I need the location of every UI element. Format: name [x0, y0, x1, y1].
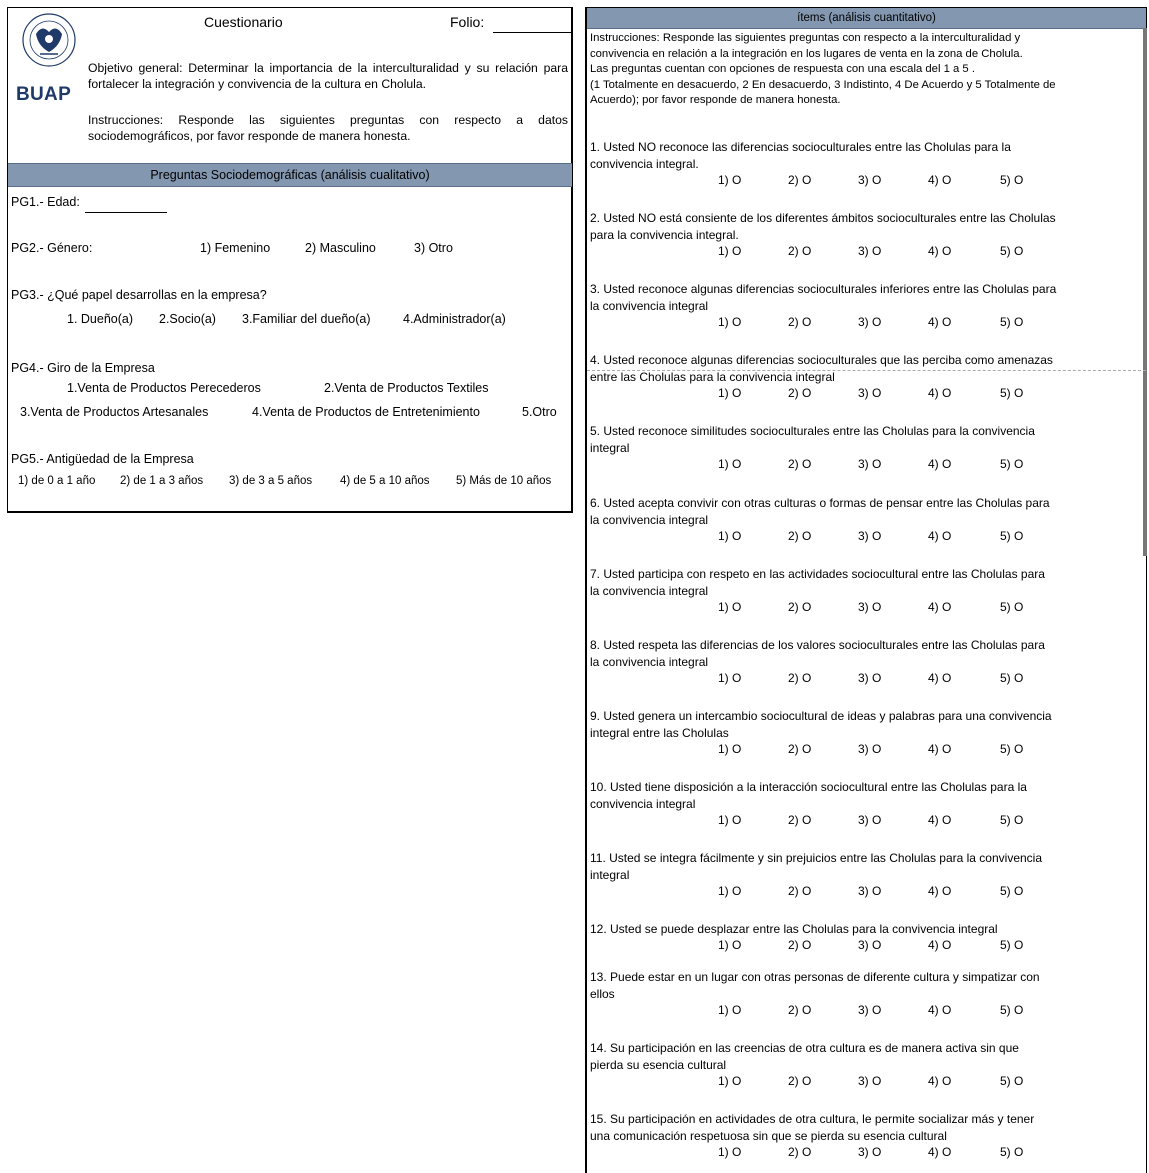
antiquity-option[interactable]: 1) de 0 a 1 año: [18, 475, 96, 487]
likert-options: [590, 813, 1140, 829]
items-header: ítems (análisis cuantitativo): [587, 8, 1146, 29]
likert-options: [590, 1145, 1140, 1161]
likert-options: [590, 600, 1140, 616]
question-text: 2. Usted NO está consiente de los diferentes ámbitos socioculturales entre las Cholulas: [590, 211, 1056, 225]
question-item: [590, 139, 1140, 189]
sociodemographic-panel: [7, 7, 573, 513]
likert-option-4[interactable]: 4) O: [928, 1003, 952, 1017]
question-item: [590, 708, 1140, 758]
likert-options: [590, 1074, 1140, 1090]
form-title: Cuestionario: [204, 14, 283, 30]
likert-option-1[interactable]: 1) O: [718, 1003, 742, 1017]
question-text: convivencia integral.: [590, 157, 699, 171]
section-header: Preguntas Sociodemográficas (análisis cualitativo): [8, 163, 572, 187]
likert-options: [590, 529, 1140, 545]
likert-option-3[interactable]: 3) O: [858, 315, 882, 329]
likert-option-2[interactable]: 2) O: [788, 529, 812, 543]
likert-option-2[interactable]: 2) O: [788, 884, 812, 898]
antiquity-option[interactable]: 4) de 5 a 10 años: [340, 475, 430, 487]
likert-option-1[interactable]: 1) O: [718, 671, 742, 685]
buap-logo-text: BUAP: [16, 84, 72, 105]
likert-option-5[interactable]: 5) O: [1000, 386, 1024, 400]
likert-option-5[interactable]: 5) O: [1000, 742, 1024, 756]
likert-option-1[interactable]: 1) O: [718, 742, 742, 756]
likert-options: [590, 1003, 1140, 1019]
likert-options: [590, 315, 1140, 331]
likert-option-5[interactable]: 5) O: [1000, 938, 1024, 952]
question-text: 4. Usted reconoce algunas diferencias socioculturales que las perciba como amenazas: [590, 353, 1053, 367]
likert-option-3[interactable]: 3) O: [858, 938, 882, 952]
likert-option-5[interactable]: 5) O: [1000, 884, 1024, 898]
gender-option[interactable]: 1) Femenino: [200, 241, 271, 255]
question-text: integral: [590, 441, 630, 455]
likert-option-2[interactable]: 2) O: [788, 600, 812, 614]
likert-option-4[interactable]: 4) O: [928, 884, 952, 898]
question-text: 10. Usted tiene disposición a la interacción sociocultural entre las Cholulas para la: [590, 780, 1027, 794]
likert-option-4[interactable]: 4) O: [928, 813, 952, 827]
question-text: 6. Usted acepta convivir con otras culturas o formas de pensar entre las Cholulas para: [590, 496, 1050, 510]
antiquity-option[interactable]: 3) de 3 a 5 años: [229, 475, 313, 487]
likert-option-3[interactable]: 3) O: [858, 671, 882, 685]
question-text: 11. Usted se integra fácilmente y sin prejuicios entre las Cholulas para la convivencia: [590, 851, 1043, 865]
question-text: 13. Puede estar en un lugar con otras personas de diferente cultura y simpatizar con: [590, 970, 1040, 984]
question-text: 7. Usted participa con respeto en las actividades sociocultural entre las Cholulas para: [590, 567, 1045, 581]
business-type-option[interactable]: 4.Venta de Productos de Entretenimiento: [252, 405, 480, 419]
age-field[interactable]: [85, 212, 167, 213]
likert-option-4[interactable]: 4) O: [928, 938, 952, 952]
likert-option-1[interactable]: 1) O: [718, 529, 742, 543]
question-text: 1. Usted NO reconoce las diferencias socioculturales entre las Cholulas para la: [590, 140, 1011, 154]
likert-options: [590, 884, 1140, 900]
likert-option-1[interactable]: 1) O: [718, 884, 742, 898]
likert-option-4[interactable]: 4) O: [928, 173, 952, 187]
likert-option-5[interactable]: 5) O: [1000, 600, 1024, 614]
likert-option-1[interactable]: 1) O: [718, 600, 742, 614]
gender-option[interactable]: 3) Otro: [414, 241, 453, 255]
pg2-label: PG2.- Género:: [11, 241, 93, 255]
gender-option[interactable]: 2) Masculino: [305, 241, 376, 255]
question-text: para la convivencia integral.: [590, 228, 739, 242]
likert-option-4[interactable]: 4) O: [928, 1074, 952, 1088]
likert-option-4[interactable]: 4) O: [928, 244, 952, 258]
likert-option-5[interactable]: 5) O: [1000, 173, 1024, 187]
likert-option-4[interactable]: 4) O: [928, 1145, 952, 1159]
likert-option-5[interactable]: 5) O: [1000, 529, 1024, 543]
objective-text: Objetivo general: Determinar la importancia de la interculturalidad y su relación para fortalecer la integración y convivencia de la cultura en Cholula.: [88, 61, 568, 91]
likert-options: [590, 938, 1140, 954]
question-item: [590, 1111, 1140, 1161]
likert-option-3[interactable]: 3) O: [858, 813, 882, 827]
likert-options: [590, 244, 1140, 260]
likert-option-1[interactable]: 1) O: [718, 315, 742, 329]
scrollbar[interactable]: [1143, 28, 1147, 556]
likert-option-2[interactable]: 2) O: [788, 938, 812, 952]
likert-option-5[interactable]: 5) O: [1000, 1003, 1024, 1017]
likert-options: [590, 457, 1140, 473]
likert-options: [590, 742, 1140, 758]
question-item: [590, 566, 1140, 616]
question-item: [590, 1040, 1140, 1090]
pg5-label: PG5.- Antigüedad de la Empresa: [11, 452, 194, 466]
likert-option-4[interactable]: 4) O: [928, 529, 952, 543]
question-text: integral entre las Cholulas: [590, 726, 729, 740]
folio-field[interactable]: [493, 32, 573, 33]
likert-option-4[interactable]: 4) O: [928, 671, 952, 685]
question-text: la convivencia integral: [590, 299, 709, 313]
likert-option-5[interactable]: 5) O: [1000, 813, 1024, 827]
quantitative-items-panel: [585, 7, 1147, 1173]
question-item: [590, 352, 1140, 402]
question-text: 8. Usted respeta las diferencias de los valores socioculturales entre las Cholulas para: [590, 638, 1045, 652]
instructions-text: Instrucciones: Responde las siguientes preguntas con respecto a datos sociodemográficos, por favor responde de manera honesta.: [88, 113, 568, 143]
question-text: la convivencia integral: [590, 584, 709, 598]
question-text: la convivencia integral: [590, 655, 709, 669]
likert-option-5[interactable]: 5) O: [1000, 1074, 1024, 1088]
role-option[interactable]: 3.Familiar del dueño(a): [242, 312, 371, 326]
likert-option-5[interactable]: 5) O: [1000, 671, 1024, 685]
role-option[interactable]: 2.Socio(a): [159, 312, 216, 326]
likert-option-4[interactable]: 4) O: [928, 315, 952, 329]
question-item: [590, 637, 1140, 687]
likert-option-2[interactable]: 2) O: [788, 1145, 812, 1159]
question-item: [590, 969, 1140, 1019]
question-text: 14. Su participación en las creencias de otra cultura es de manera activa sin que: [590, 1041, 1019, 1055]
likert-option-2[interactable]: 2) O: [788, 813, 812, 827]
likert-option-4[interactable]: 4) O: [928, 600, 952, 614]
likert-option-2[interactable]: 2) O: [788, 1003, 812, 1017]
likert-option-1[interactable]: 1) O: [718, 1074, 742, 1088]
likert-option-1[interactable]: 1) O: [718, 1145, 742, 1159]
question-text: 12. Usted se puede desplazar entre las Cholulas para la convivencia integral: [590, 922, 998, 936]
question-text: integral: [590, 868, 630, 882]
pg3-label: PG3.- ¿Qué papel desarrollas en la empresa?: [11, 288, 267, 302]
likert-option-3[interactable]: 3) O: [858, 1145, 882, 1159]
pg4-label: PG4.- Giro de la Empresa: [11, 361, 155, 375]
question-text: 5. Usted reconoce similitudes socioculturales entre las Cholulas para la convivencia: [590, 424, 1035, 438]
likert-option-2[interactable]: 2) O: [788, 315, 812, 329]
question-text: 15. Su participación en actividades de otra cultura, le permite socializar más y tener: [590, 1112, 1035, 1126]
question-item: [590, 495, 1140, 545]
question-item: [590, 210, 1140, 260]
business-type-option[interactable]: 5.Otro: [522, 405, 557, 419]
likert-options: [590, 386, 1140, 402]
likert-option-3[interactable]: 3) O: [858, 386, 882, 400]
question-text: 3. Usted reconoce algunas diferencias socioculturales inferiores entre las Cholulas para: [590, 282, 1057, 296]
likert-option-2[interactable]: 2) O: [788, 244, 812, 258]
likert-option-3[interactable]: 3) O: [858, 244, 882, 258]
instruction-line: Acuerdo); por favor responde de manera honesta.: [590, 94, 841, 106]
likert-option-1[interactable]: 1) O: [718, 813, 742, 827]
question-item: [590, 850, 1140, 900]
likert-option-1[interactable]: 1) O: [718, 457, 742, 471]
likert-option-1[interactable]: 1) O: [718, 173, 742, 187]
business-type-option[interactable]: 2.Venta de Productos Textiles: [324, 381, 489, 395]
question-text: convivencia integral: [590, 797, 696, 811]
question-text: una comunicación respetuosa sin que se pierda su esencia cultural: [590, 1129, 947, 1143]
likert-option-5[interactable]: 5) O: [1000, 315, 1024, 329]
likert-options: [590, 671, 1140, 687]
likert-option-2[interactable]: 2) O: [788, 173, 812, 187]
antiquity-option[interactable]: 5) Más de 10 años: [456, 475, 552, 487]
question-text: la convivencia integral: [590, 513, 709, 527]
likert-option-3[interactable]: 3) O: [858, 457, 882, 471]
likert-option-2[interactable]: 2) O: [788, 1074, 812, 1088]
question-text: pierda su esencia cultural: [590, 1058, 727, 1072]
question-item: [590, 921, 1140, 954]
items-instructions: [590, 31, 1142, 109]
question-item: [590, 779, 1140, 829]
question-text: entre las Cholulas para la convivencia integral: [590, 370, 835, 384]
likert-option-3[interactable]: 3) O: [858, 600, 882, 614]
likert-option-4[interactable]: 4) O: [928, 386, 952, 400]
question-item: [590, 281, 1140, 331]
likert-option-5[interactable]: 5) O: [1000, 244, 1024, 258]
likert-option-5[interactable]: 5) O: [1000, 457, 1024, 471]
role-option[interactable]: 4.Administrador(a): [403, 312, 506, 326]
folio-label: Folio:: [450, 14, 485, 30]
likert-option-1[interactable]: 1) O: [718, 244, 742, 258]
instruction-line: convivencia en relación a la integración en los lugares de venta en la zona de Cholula.: [590, 47, 1023, 60]
likert-option-2[interactable]: 2) O: [788, 671, 812, 685]
likert-option-1[interactable]: 1) O: [718, 938, 742, 952]
university-seal-logo: [16, 12, 82, 68]
business-type-option[interactable]: 3.Venta de Productos Artesanales: [20, 405, 209, 419]
business-type-option[interactable]: 1.Venta de Productos Perecederos: [67, 381, 261, 395]
likert-option-2[interactable]: 2) O: [788, 386, 812, 400]
antiquity-option[interactable]: 2) de 1 a 3 años: [120, 475, 204, 487]
likert-option-5[interactable]: 5) O: [1000, 1145, 1024, 1159]
likert-option-3[interactable]: 3) O: [858, 173, 882, 187]
likert-option-4[interactable]: 4) O: [928, 742, 952, 756]
role-option[interactable]: 1. Dueño(a): [67, 312, 134, 326]
likert-option-1[interactable]: 1) O: [718, 386, 742, 400]
likert-option-3[interactable]: 3) O: [858, 884, 882, 898]
likert-option-3[interactable]: 3) O: [858, 742, 882, 756]
instruction-line: (1 Totalmente en desacuerdo, 2 En desacuerdo, 3 Indistinto, 4 De Acuerdo y 5 Totalmente de: [590, 78, 1056, 91]
likert-option-3[interactable]: 3) O: [858, 1003, 882, 1017]
likert-options: [590, 173, 1140, 189]
pg1-label: PG1.- Edad:: [11, 195, 80, 209]
instruction-line: Instrucciones: Responde las siguientes preguntas con respecto a la interculturalidad y: [590, 32, 1021, 44]
likert-option-2[interactable]: 2) O: [788, 742, 812, 756]
likert-option-4[interactable]: 4) O: [928, 457, 952, 471]
likert-option-2[interactable]: 2) O: [788, 457, 812, 471]
likert-option-3[interactable]: 3) O: [858, 529, 882, 543]
question-text: ellos: [590, 987, 615, 1001]
instruction-line: Las preguntas cuentan con opciones de respuesta con una escala del 1 a 5 .: [590, 63, 975, 75]
question-item: [590, 423, 1140, 473]
likert-option-3[interactable]: 3) O: [858, 1074, 882, 1088]
question-text: 9. Usted genera un intercambio sociocultural de ideas y palabras para una convivencia: [590, 709, 1052, 723]
